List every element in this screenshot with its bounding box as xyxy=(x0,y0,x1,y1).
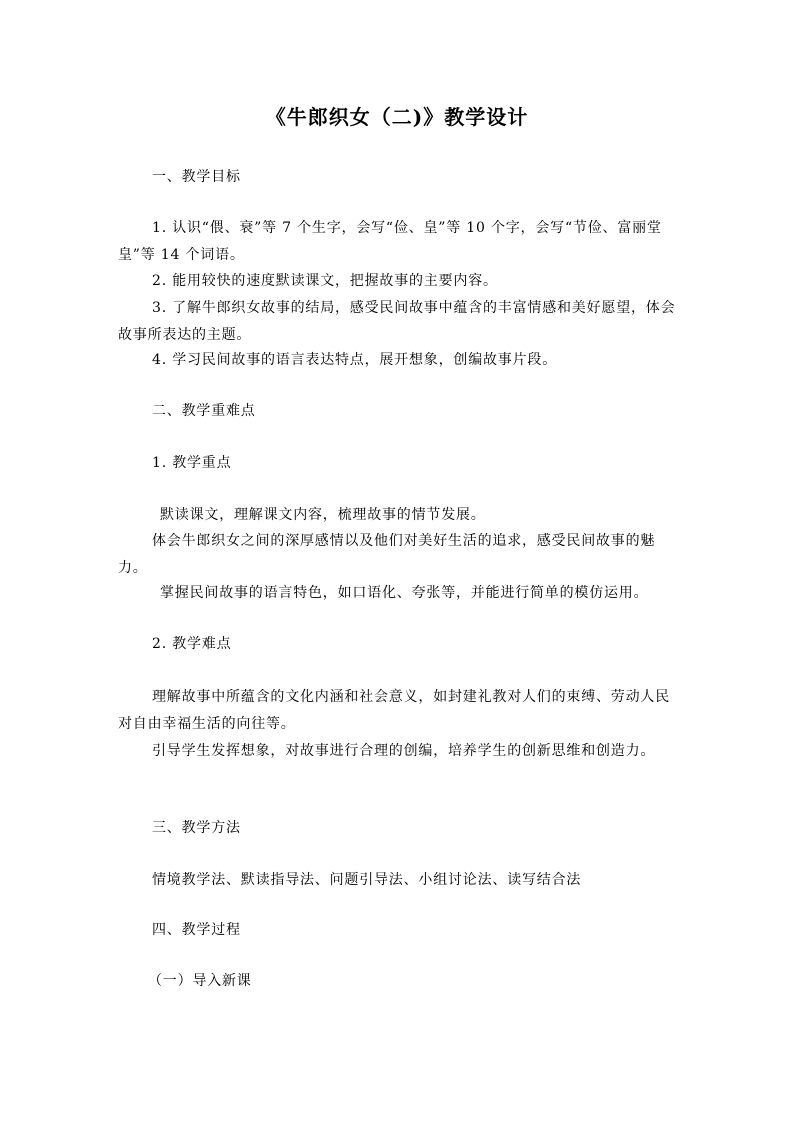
objective-1: 1. 认识“偎、衰”等 7 个生字，会写“俭、皇”等 10 个字，会写“节俭、富丽堂皇”等 14 个词语。 xyxy=(118,220,662,263)
section-heading-key-points: 二、教学重难点 xyxy=(152,403,256,419)
section-heading-objectives: 一、教学目标 xyxy=(152,169,241,185)
objective-2: 2. 能用较快的速度默读课文，把握故事的主要内容。 xyxy=(152,273,498,289)
key-point-2: 体会牛郎织女之间的深厚感情以及他们对美好生活的追求，感受民间故事的魅力。 xyxy=(118,533,656,576)
section-heading-process: 四、教学过程 xyxy=(152,922,241,938)
key-point-1: 默读课文，理解课文内容，梳理故事的情节发展。 xyxy=(160,507,486,523)
methods-text: 情境教学法、默读指导法、问题引导法、小组讨论法、读写结合法 xyxy=(152,872,582,888)
subheading-key-points: 1. 教学重点 xyxy=(152,455,232,471)
objective-4: 4. 学习民间故事的语言表达特点，展开想象，创编故事片段。 xyxy=(152,352,558,368)
process-step-1: （一）导入新课 xyxy=(148,973,252,989)
difficult-point-2: 引导学生发挥想象，对故事进行合理的创编，培养学生的创新思维和创造力。 xyxy=(152,743,656,759)
key-point-3: 掌握民间故事的语言特色，如口语化、夸张等，并能进行简单的模仿运用。 xyxy=(160,585,649,601)
difficult-point-1: 理解故事中所蕴含的文化内涵和社会意义，如封建礼教对人们的束缚、劳动人民对自由幸福生活的向往等。 xyxy=(118,689,670,732)
objective-3: 3. 了解牛郎织女故事的结局，感受民间故事中蕴含的丰富情感和美好愿望，体会故事所表达的主题。 xyxy=(118,300,676,343)
subheading-difficult-points: 2. 教学难点 xyxy=(152,636,232,652)
document-title: 《牛郎织女（二)》教学设计 xyxy=(265,105,529,129)
section-heading-methods: 三、教学方法 xyxy=(152,820,241,836)
